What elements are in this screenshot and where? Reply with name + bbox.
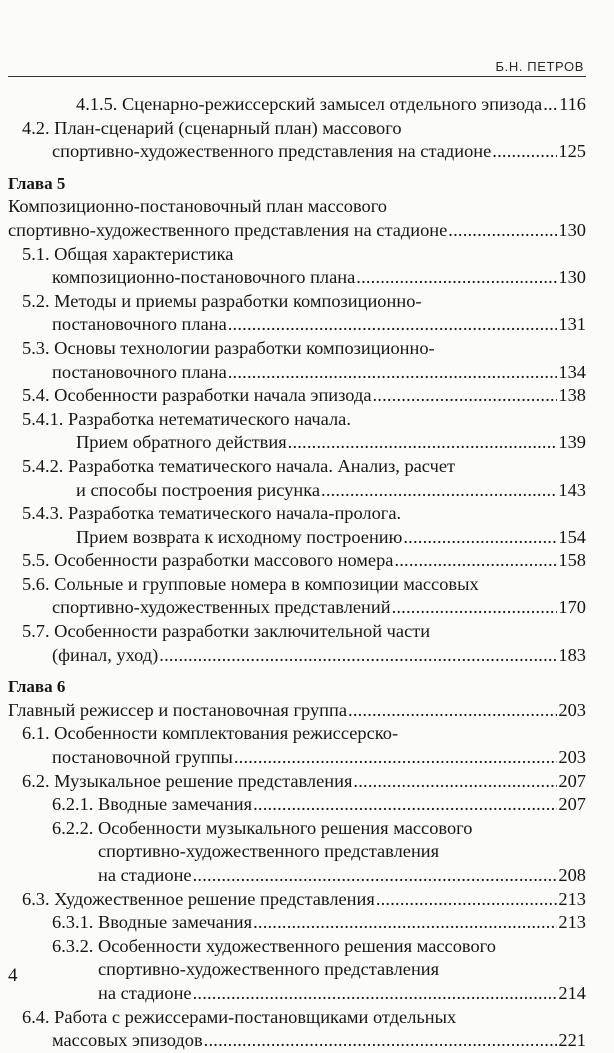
leader-dots: [204, 1029, 558, 1053]
toc-entry-6-2-2[interactable]: [8, 817, 586, 841]
toc-entry-text: 5.4.2. Разработка тематического начала. Анализ, расчет: [22, 455, 456, 476]
toc-page-number: 208: [558, 865, 586, 885]
chapter-6-title[interactable]: [8, 699, 586, 723]
leader-dots: [394, 549, 557, 573]
toc-page-number: 139: [558, 432, 586, 453]
toc-entry-text: Прием обратного действия: [76, 432, 287, 453]
leader-dots: [159, 644, 557, 668]
toc-page-number: 214: [558, 982, 586, 1003]
toc-entry-text: массовых эпизодов: [52, 1030, 203, 1051]
leader-dots: [448, 219, 557, 243]
toc-entry-text: спортивно-художественного представления: [98, 959, 440, 980]
chapter-5-label: [8, 172, 586, 196]
toc-entry-text: 5.4. Особенности разработки начала эпизода: [22, 385, 372, 406]
toc-page-number: 143: [558, 479, 586, 500]
toc-entry-6-3-2[interactable]: [8, 935, 586, 959]
toc-page-number: 213: [558, 912, 586, 933]
leader-dots: [376, 888, 558, 912]
toc-page-number: 183: [558, 644, 586, 665]
toc-entry-5-6-cont[interactable]: [8, 596, 586, 620]
toc-entry-5-7[interactable]: [8, 620, 586, 644]
toc-entry-text: 6.3.1. Вводные замечания: [52, 912, 253, 933]
toc-entry-text: 6.3. Художественное решение представления: [22, 888, 375, 909]
toc-entry-6-3-2-cont[interactable]: [8, 958, 586, 982]
toc-page-number: 221: [558, 1030, 586, 1051]
leader-dots: [228, 313, 558, 337]
toc-entry-text: 5.4.1. Разработка нетематического начала.: [22, 408, 351, 429]
toc-entry-text: спортивно-художественного представления на стадионе: [52, 141, 492, 162]
toc-entry-6-3-2-cont2[interactable]: [8, 982, 586, 1006]
toc-page-number: 134: [558, 361, 586, 382]
leader-dots: [543, 93, 558, 117]
toc-page-number: 213: [558, 888, 586, 909]
toc-entry-6-4[interactable]: [8, 1006, 586, 1030]
toc-entry-text: 5.1. Общая характеристика: [22, 243, 234, 264]
toc-entry-text: 6.1. Особенности комплектования режиссерско-: [22, 723, 399, 744]
toc-page-number: 158: [558, 550, 586, 571]
leader-dots: [234, 746, 558, 770]
chapter-label: Глава 5: [8, 173, 66, 193]
header-rule: [8, 76, 586, 77]
toc-entry-6-2[interactable]: [8, 770, 586, 794]
table-of-contents: [8, 93, 586, 1053]
toc-entry-5-1-cont[interactable]: [8, 266, 586, 290]
toc-entry-text: и способы построения рисунка: [76, 479, 321, 500]
toc-entry-4-2[interactable]: [8, 117, 586, 141]
toc-entry-text: 5.7. Особенности разработки заключительной части: [22, 621, 431, 642]
toc-entry-5-4-2[interactable]: [8, 455, 586, 479]
toc-entry-5-6[interactable]: [8, 573, 586, 597]
toc-entry-text: Прием возврата к исходному построению: [76, 526, 403, 547]
leader-dots: [353, 770, 557, 794]
toc-entry-text: (финал, уход): [52, 644, 159, 665]
toc-entry-5-4[interactable]: [8, 384, 586, 408]
toc-entry-6-1-cont[interactable]: [8, 746, 586, 770]
toc-page-number: 170: [558, 597, 586, 618]
toc-entry-text: 6.2. Музыкальное решение представления: [22, 770, 353, 791]
toc-entry-text: на стадионе: [98, 865, 192, 885]
toc-entry-text: 6.2.2. Особенности музыкального решения массового: [52, 817, 473, 838]
toc-entry-text: 6.3.2. Особенности художественного решения массового: [52, 935, 496, 956]
page-number: 4: [8, 965, 18, 986]
toc-entry-5-7-cont[interactable]: [8, 644, 586, 668]
toc-entry-text: 5.2. Методы и приемы разработки композиционно-: [22, 290, 422, 311]
toc-entry-5-4-1[interactable]: [8, 408, 586, 432]
toc-page-number: 203: [558, 747, 586, 768]
toc-entry-6-3-1[interactable]: [8, 911, 586, 935]
toc-entry-6-2-2-cont2[interactable]: [8, 864, 586, 888]
leader-dots: [492, 140, 557, 164]
leader-dots: [253, 911, 557, 935]
toc-entry-4-1-5[interactable]: [8, 93, 586, 117]
toc-entry-text: 6.2.1. Вводные замечания: [52, 794, 253, 815]
toc-entry-text: 5.5. Особенности разработки массового номера: [22, 550, 394, 571]
toc-entry-6-4-cont[interactable]: [8, 1029, 586, 1053]
chapter-title: Композиционно-постановочный план массового: [8, 196, 387, 217]
toc-entry-5-4-1-cont[interactable]: [8, 431, 586, 455]
toc-entry-text: 5.3. Основы технологии разработки композиционно-: [22, 337, 435, 358]
toc-page-number: 203: [558, 699, 586, 720]
toc-entry-text: постановочного плана: [52, 361, 227, 382]
toc-page-number: 207: [558, 770, 586, 791]
toc-page-number: 130: [558, 219, 586, 240]
toc-entry-text: спортивно-художественных представлений: [52, 597, 391, 618]
toc-page-number: 207: [558, 794, 586, 815]
toc-entry-5-4-3-cont[interactable]: [8, 526, 586, 550]
leader-dots: [403, 526, 557, 550]
chapter-title: Главный режиссер и постановочная группа: [8, 699, 348, 720]
toc-entry-5-4-3[interactable]: [8, 502, 586, 526]
leader-dots: [253, 793, 557, 817]
leader-dots: [193, 982, 558, 1006]
leader-dots: [348, 699, 557, 723]
leader-dots: [288, 431, 558, 455]
toc-entry-5-1[interactable]: [8, 243, 586, 267]
toc-entry-5-3[interactable]: [8, 337, 586, 361]
toc-entry-text: на стадионе: [98, 982, 192, 1003]
toc-entry-5-3-cont[interactable]: [8, 361, 586, 385]
toc-entry-6-1[interactable]: [8, 722, 586, 746]
toc-entry-5-2-cont[interactable]: [8, 313, 586, 337]
leader-dots: [193, 864, 558, 888]
toc-entry-5-2[interactable]: [8, 290, 586, 314]
leader-dots: [392, 596, 558, 620]
toc-entry-text: 5.6. Сольные и групповые номера в композиции массовых: [22, 573, 479, 594]
chapter-5-title[interactable]: [8, 195, 586, 219]
toc-entry-text: 6.4. Работа с режиссерами-постановщиками отдельных: [22, 1006, 457, 1027]
toc-entry-5-5[interactable]: [8, 549, 586, 573]
toc-page-number: 154: [558, 526, 586, 547]
toc-entry-text: постановочного плана: [52, 314, 227, 335]
chapter-label: Глава 6: [8, 677, 66, 697]
toc-entry-text: 4.2. План-сценарий (сценарный план) массового: [22, 117, 402, 138]
toc-page-number: 138: [558, 385, 586, 406]
leader-dots: [372, 384, 557, 408]
toc-page-number: 116: [559, 94, 586, 114]
toc-entry-6-2-1[interactable]: [8, 793, 586, 817]
toc-entry-5-4-2-cont[interactable]: [8, 479, 586, 503]
toc-entry-text: композиционно-постановочного плана: [52, 267, 356, 288]
toc-entry-6-2-2-cont[interactable]: [8, 840, 586, 864]
toc-entry-text: 4.1.5. Сценарно-режиссерский замысел отдельного эпизода: [76, 94, 543, 114]
leader-dots: [356, 266, 557, 290]
chapter-6-label: [8, 675, 586, 699]
toc-entry-6-3[interactable]: [8, 888, 586, 912]
toc-entry-text: постановочной группы: [52, 747, 233, 768]
toc-entry-text: 5.4.3. Разработка тематического начала-пролога.: [22, 503, 402, 524]
toc-page-number: 130: [558, 267, 586, 288]
leader-dots: [228, 361, 558, 385]
chapter-5-title-cont[interactable]: [8, 219, 586, 243]
toc-entry-4-2-cont[interactable]: [8, 140, 586, 164]
toc-entry-text: спортивно-художественного представления: [98, 841, 440, 862]
running-header-author: Б.Н. ПЕТРОВ: [495, 59, 584, 74]
chapter-title: спортивно-художественного представления на стадионе: [8, 219, 448, 240]
toc-page-number: 125: [558, 141, 586, 162]
toc-page-number: 131: [558, 314, 586, 335]
leader-dots: [321, 479, 557, 503]
